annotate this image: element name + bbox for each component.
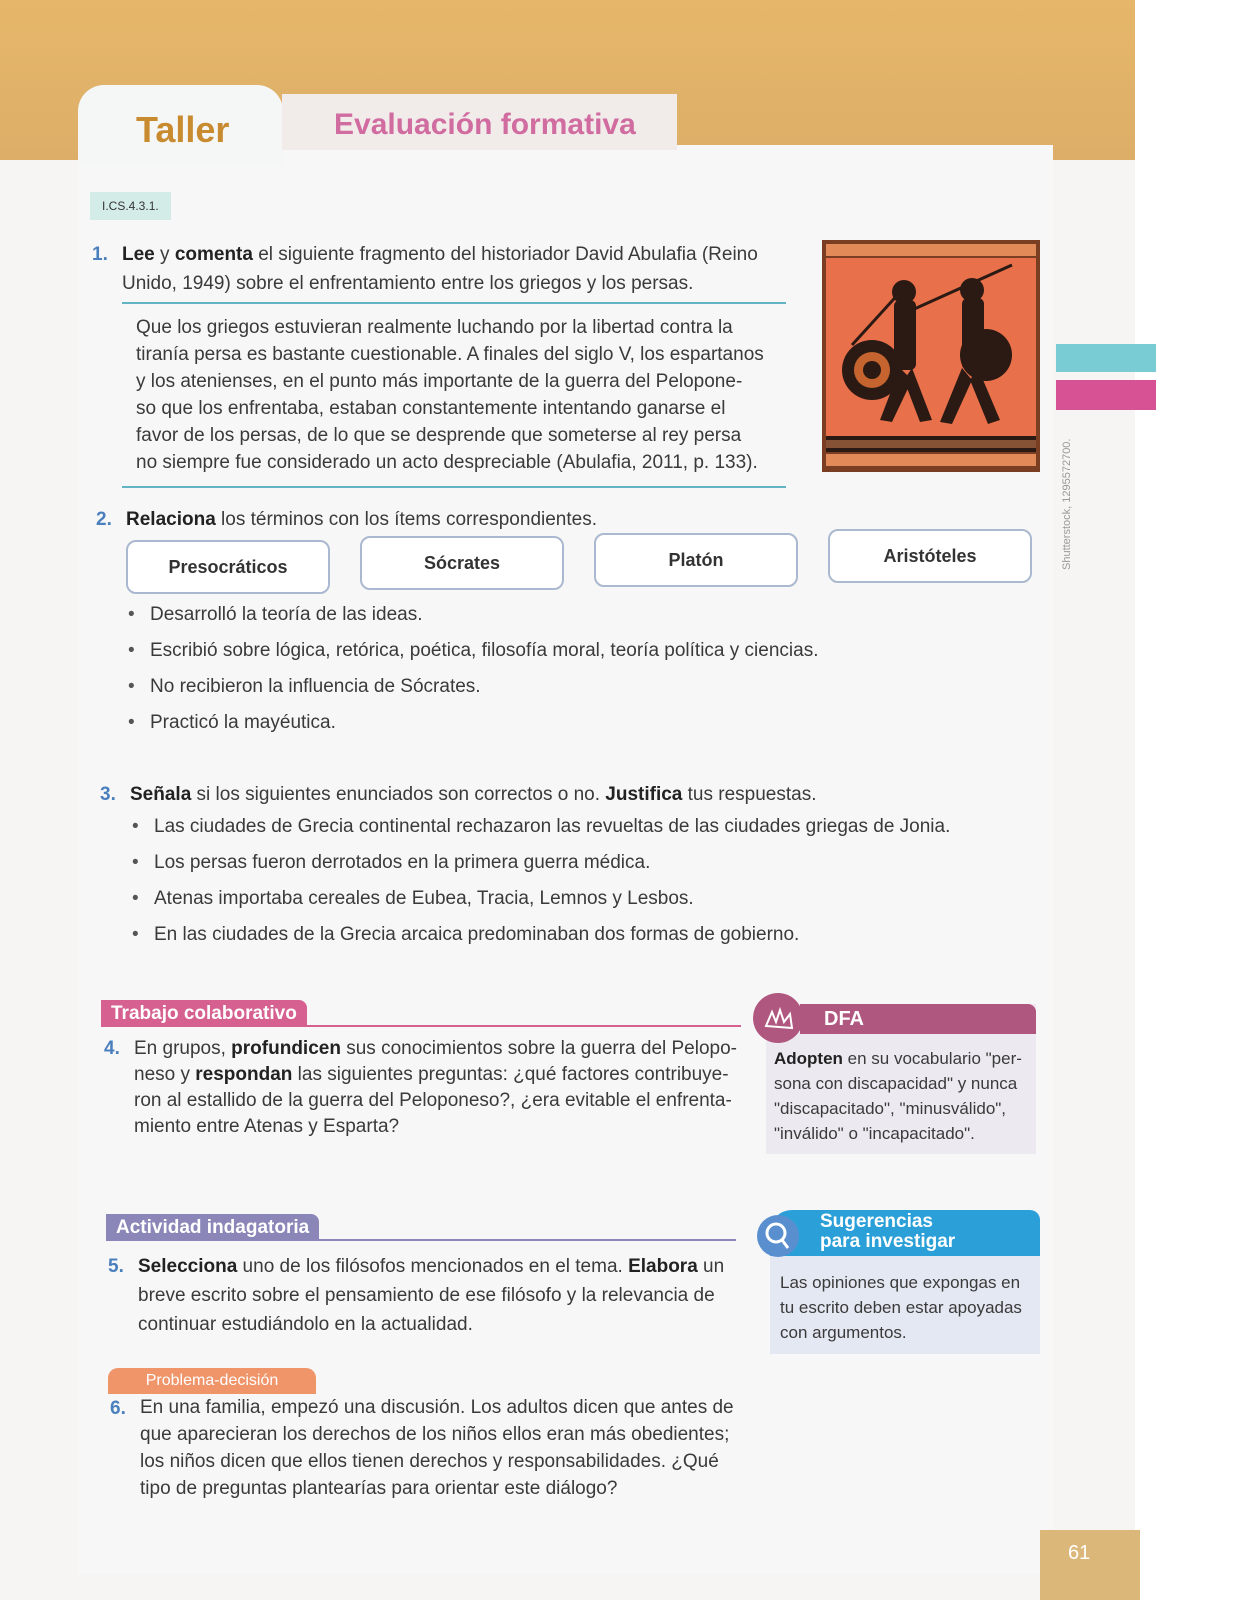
quote-line: no siempre fue considerado un acto despreciable (Abulafia, 2011, p. 133).	[136, 452, 758, 473]
verb-justifica: Justifica	[605, 784, 683, 805]
text: Unido, 1949) sobre el enfrentamiento entre los griegos y los persas.	[122, 273, 694, 294]
list-item: • Escribió sobre lógica, retórica, poética, filosofía moral, teoría política y ciencias.	[124, 640, 924, 662]
verb-profundicen: profundicen	[231, 1038, 341, 1059]
text-line: En una familia, empezó una discusión. Los adultos dicen que antes de	[140, 1397, 734, 1418]
section-problema-decision: Problema-decisión	[108, 1368, 316, 1394]
text: "inválido" o "incapacitado".	[774, 1124, 975, 1143]
text: un	[697, 1256, 725, 1277]
dfa-text	[774, 1046, 1034, 1146]
question-number: 3.	[100, 784, 116, 805]
text: miento entre Atenas y Esparta?	[134, 1116, 400, 1137]
title-line: para investigar	[820, 1231, 956, 1252]
term-presocraticos: Presocráticos	[126, 540, 330, 594]
verb-elabora: Elabora	[628, 1256, 698, 1277]
text: los términos con los ítems correspondientes.	[215, 509, 597, 530]
text: uno de los filósofos mencionados en el tema.	[237, 1256, 629, 1277]
sugerencias-text	[780, 1270, 1035, 1345]
list-item: • Practicó la mayéutica.	[124, 712, 924, 734]
term-platon: Platón	[594, 533, 798, 587]
quote-line: Que los griegos estuvieran realmente luchando por la libertad contra la	[136, 317, 733, 338]
verb-respondan: respondan	[195, 1064, 293, 1085]
text: breve escrito sobre el pensamiento de ese filósofo y la relevancia de	[138, 1285, 715, 1306]
dfa-header	[800, 1004, 1036, 1034]
verb-adopten: Adopten	[774, 1049, 843, 1068]
text-line: tipo de preguntas plantearías para orientar este diálogo?	[140, 1478, 618, 1499]
greek-vase-image	[822, 240, 1040, 472]
sugerencias-header	[770, 1210, 1040, 1256]
text: en su vocabulario "per-	[842, 1049, 1022, 1068]
text: las siguientes preguntas: ¿qué factores contribuye-	[292, 1064, 729, 1085]
quote-line: so que los enfrentaba, estaban constantemente intentando ganarse el	[136, 398, 726, 419]
section-actividad-indagatoria: Actividad indagatoria	[106, 1214, 319, 1241]
text: tus respuestas.	[682, 784, 817, 805]
tab-evaluacion	[282, 94, 677, 150]
hands-icon	[752, 992, 804, 1044]
title-line: Sugerencias	[820, 1211, 933, 1232]
tab-evaluacion-label: Evaluación formativa	[334, 108, 636, 141]
term-socrates: Sócrates	[360, 536, 564, 590]
quote-line: y los atenienses, en el punto más importante de la guerra del Pelopone-	[136, 371, 743, 392]
verb-lee: Lee	[122, 244, 155, 265]
margin-tab-pink	[1056, 380, 1156, 410]
text: si los siguientes enunciados son correctos o no.	[191, 784, 606, 805]
quote-line: tiranía persa es bastante cuestionable. A finales del siglo V, los espartanos	[136, 344, 764, 365]
question-number: 4.	[104, 1038, 120, 1059]
text: sus conocimientos sobre la guerra del Pelopo-	[340, 1038, 738, 1059]
text-line: tu escrito deben estar apoyadas	[780, 1298, 1022, 1317]
verb-relaciona: Relaciona	[126, 509, 216, 530]
text: continuar estudiándolo en la actualidad.	[138, 1314, 473, 1335]
list-item: • Los persas fueron derrotados en la primera guerra médica.	[128, 852, 1008, 874]
section-divider	[106, 1239, 736, 1241]
q3-item-list	[128, 816, 1008, 946]
text: En grupos,	[134, 1038, 232, 1059]
tab-taller-label: Taller	[136, 109, 230, 150]
verb-selecciona: Selecciona	[138, 1256, 238, 1277]
margin-tab-teal	[1056, 344, 1156, 372]
text: y	[154, 244, 175, 265]
text-line: los niños dicen que ellos tienen derechos y responsabilidades. ¿Qué	[140, 1451, 719, 1472]
text-line: que aparecieran los derechos de los niños ellos eran más obedientes;	[140, 1424, 730, 1445]
q2-item-list	[124, 604, 924, 734]
quote-abulafia	[122, 302, 786, 488]
page-number: 61	[1068, 1542, 1091, 1564]
text-line: Las opiniones que expongas en	[780, 1273, 1021, 1292]
text: ron al estallido de la guerra del Peloponeso?, ¿era evitable el enfrenta-	[134, 1090, 732, 1111]
text: "discapacitado", "minusválido",	[774, 1099, 1007, 1118]
quote-line: favor de los persas, de lo que se desprende que someterse al rey persa	[136, 425, 742, 446]
section-trabajo-colaborativo: Trabajo colaborativo	[101, 1000, 307, 1027]
verb-comenta: comenta	[174, 244, 253, 265]
sugerencias-title	[820, 1212, 955, 1252]
verb-senala: Señala	[130, 784, 192, 805]
list-item: • Las ciudades de Grecia continental rechazaron las revueltas de las ciudades griegas de Jonia.	[128, 816, 1008, 838]
section-divider	[101, 1025, 741, 1027]
text: neso y	[134, 1064, 196, 1085]
question-number: 6.	[110, 1398, 126, 1419]
question-number: 5.	[108, 1256, 124, 1277]
list-item: • Atenas importaba cereales de Eubea, Tracia, Lemnos y Lesbos.	[128, 888, 1008, 910]
term-aristoteles: Aristóteles	[828, 529, 1032, 583]
magnifier-icon	[756, 1214, 800, 1258]
tab-taller	[78, 85, 283, 165]
list-item: • No recibieron la influencia de Sócrates.	[124, 676, 924, 698]
page-margin	[1135, 0, 1236, 1600]
list-item: • Desarrolló la teoría de las ideas.	[124, 604, 924, 626]
question-number: 1.	[92, 244, 108, 265]
list-item: • En las ciudades de la Grecia arcaica predominaban dos formas de gobierno.	[128, 924, 1008, 946]
question-number: 2.	[96, 509, 112, 530]
page-number-box	[1040, 1530, 1140, 1600]
image-credit: Shutterstock, 1295572700.	[1061, 438, 1073, 570]
dfa-title: DFA	[824, 1008, 864, 1030]
skill-code-badge: I.CS.4.3.1.	[90, 192, 171, 220]
text: el siguiente fragmento del historiador David Abulafia (Reino	[252, 244, 758, 265]
text-line: con argumentos.	[780, 1323, 907, 1342]
text: sona con discapacidad" y nunca	[774, 1074, 1018, 1093]
